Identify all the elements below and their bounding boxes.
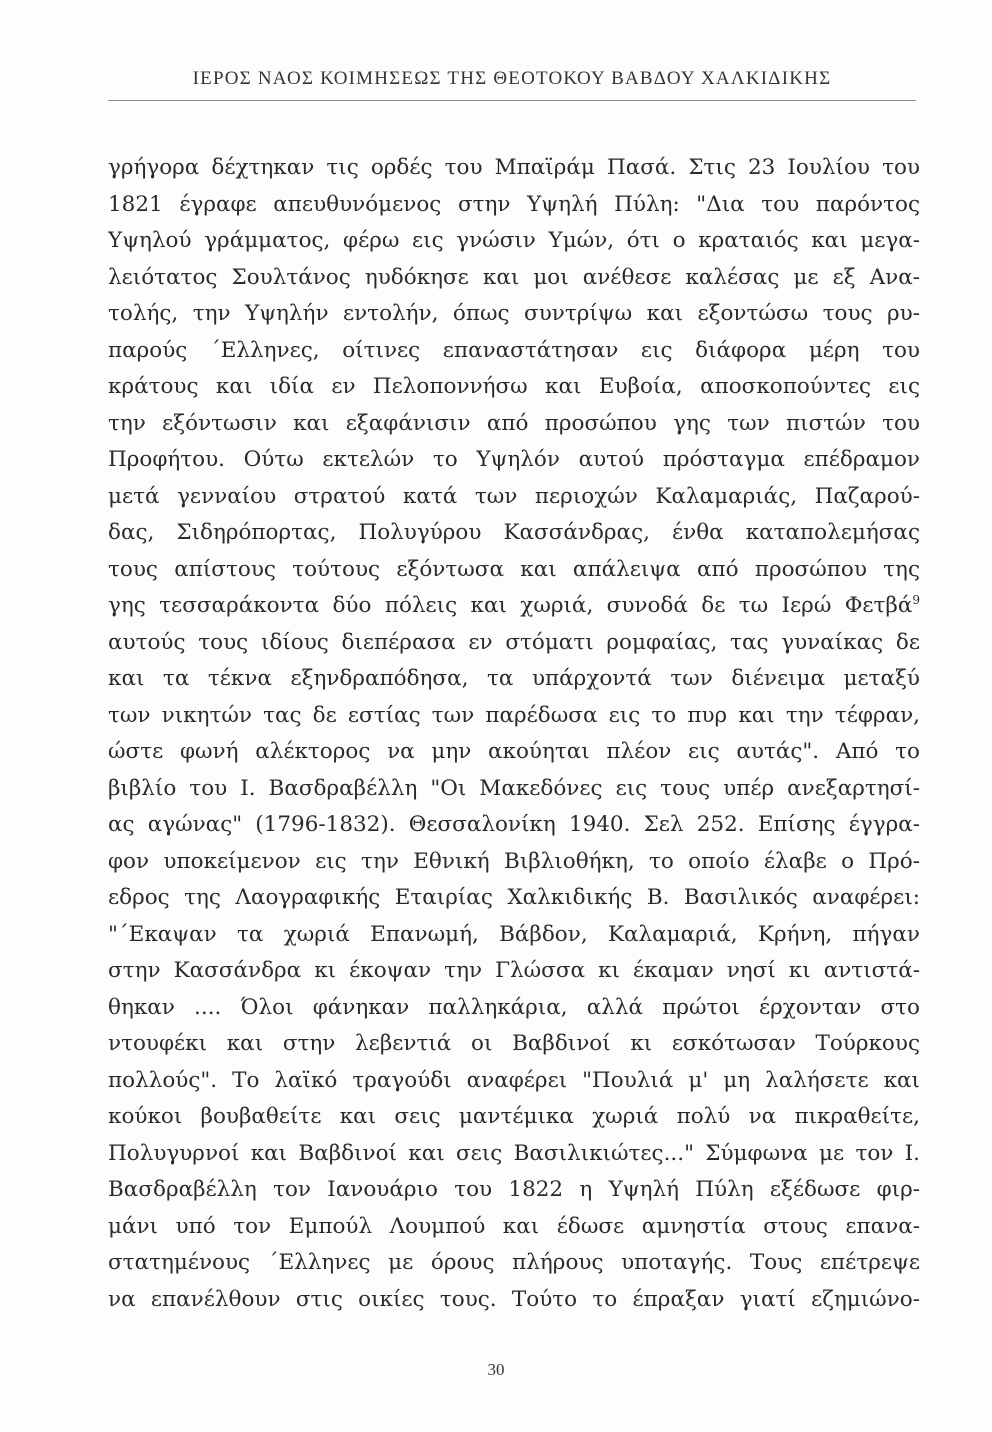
running-header: ΙΕΡΟΣ ΝΑΟΣ ΚΟΙΜΗΣΕΩΣ ΤΗΣ ΘΕΟΤΟΚΟΥ ΒΑΒΔΟΥ ΧΑΛΚΙΔΙΚΗΣ — [192, 68, 832, 89]
text-line: ας αγώνας" (1796-1832). Θεσσαλονίκη 1940. Σελ 252. Επίσης έγγρα- — [108, 812, 920, 837]
text-line: τους απίστους τούτους εξόντωσα και απάλειψα από προσώπου της — [108, 556, 920, 582]
text-line: θηκαν .... Όλοι φάνηκαν παλληκάρια, αλλά πρώτοι έρχονταν στο — [108, 994, 920, 1020]
text-line: πολλούς". Το λαϊκό τραγούδι αναφέρει "Πουλιά μ' μη λαλήσετε και — [108, 1067, 920, 1093]
text-line: παρούς ΄Ελληνες, οίτινες επαναστάτησαν εις διάφορα μέρη του — [108, 337, 920, 363]
text-line: των νικητών τας δε εστίας των παρέδωσα εις το πυρ και την τέφραν, — [108, 702, 920, 728]
text-line: κράτους και ιδία εν Πελοποννήσω και Ευβοία, αποσκοπούντες εις — [108, 374, 920, 399]
text-line: δας, Σιδηρόπορτας, Πολυγύρου Κασσάνδρας, ένθα καταπολεμήσας — [108, 520, 920, 545]
text-line-content: γης τεσσαράκοντα δύο πόλεις και χωριά, συνοδά δε τω Ιερώ Φετβά — [108, 593, 913, 618]
text-line: Βασδραβέλλη τον Ιανουάριο του 1822 η Υψηλή Πύλη εξέδωσε φιρ- — [108, 1177, 920, 1202]
footnote-marker[interactable]: 9 — [912, 592, 920, 607]
text-line: τολής, την Υψηλήν εντολήν, όπως συντρίψω και εξοντώσω τους ρυ- — [108, 301, 920, 326]
text-line-with-footnote — [108, 588, 920, 625]
body-text — [108, 150, 920, 1318]
text-line: να επανέλθουν στις οικίες τους. Τούτο το έπραξαν γιατί εζημιώνο- — [108, 1286, 920, 1312]
text-line: κούκοι βουβαθείτε και σεις μαντέμικα χωριά πολύ να πικραθείτε, — [108, 1104, 920, 1129]
text-line: την εξόντωσιν και εξαφάνισιν από προσώπου γης των πιστών του — [108, 410, 920, 436]
text-line: Πολυγυρνοί και Βαβδινοί και σεις Βασιλικιώτες..." Σύμφωνα με τον Ι. — [108, 1140, 920, 1166]
text-line: λειότατος Σουλτάνος ηυδόκησε και μοι ανέθεσε καλέσας με εξ Ανα- — [108, 264, 920, 290]
text-line: "΄Εκαψαν τα χωριά Επανωμή, Βάβδον, Καλαμαριά, Κρήνη, πήγαν — [108, 921, 920, 947]
text-line: ντουφέκι και στην λεβεντιά οι Βαβδινοί κι εσκότωσαν Τούρκους — [108, 1031, 920, 1056]
text-line: εδρος της Λαογραφικής Εταιρίας Χαλκιδικής Β. Βασιλικός αναφέρει: — [108, 885, 920, 910]
text-line: φον υποκείμενον εις την Εθνική Βιβλιοθήκη, το οποίο έλαβε ο Πρό- — [108, 848, 920, 874]
text-line: μάνι υπό τον Εμπούλ Λουμπού και έδωσε αμνηστία στους επανα- — [108, 1213, 920, 1239]
text-line: Υψηλού γράμματος, φέρω εις γνώσιν Υμών, ότι ο κραταιός και μεγα- — [108, 228, 920, 253]
text-line: αυτούς τους ιδίους διεπέρασα εν στόματι ρομφαίας, τας γυναίκας δε — [108, 629, 920, 655]
page-number: 30 — [487, 1360, 505, 1379]
text-line: βιβλίο του Ι. Βασδραβέλλη "Οι Μακεδόνες εις τους υπέρ ανεξαρτησί- — [108, 775, 920, 801]
text-line: γρήγορα δέχτηκαν τις ορδές του Μπαϊράμ Πασά. Στις 23 Ιουλίου του — [108, 155, 920, 180]
header-rule — [108, 100, 916, 101]
text-line: 1821 έγραφε απευθυνόμενος στην Υψηλή Πύλη: "Δια του παρόντος — [108, 191, 920, 217]
text-line: Προφήτου. Ούτω εκτελών το Υψηλόν αυτού πρόσταγμα επέδραμον — [108, 447, 920, 472]
text-line: ώστε φωνή αλέκτορος να μην ακούηται πλέον εις αυτάς". Από το — [108, 739, 920, 764]
text-line: και τα τέκνα εξηνδραπόδησα, τα υπάρχοντά των διένειμα μεταξύ — [108, 666, 920, 691]
text-line: στην Κασσάνδρα κι έκοψαν την Γλώσσα κι έκαμαν νησί κι αντιστά- — [108, 958, 920, 983]
text-line: μετά γενναίου στρατού κατά των περιοχών Καλαμαριάς, Παζαρού- — [108, 483, 920, 509]
text-line: στατημένους ΄Ελληνες με όρους πλήρους υποταγής. Τους επέτρεψε — [108, 1250, 920, 1275]
